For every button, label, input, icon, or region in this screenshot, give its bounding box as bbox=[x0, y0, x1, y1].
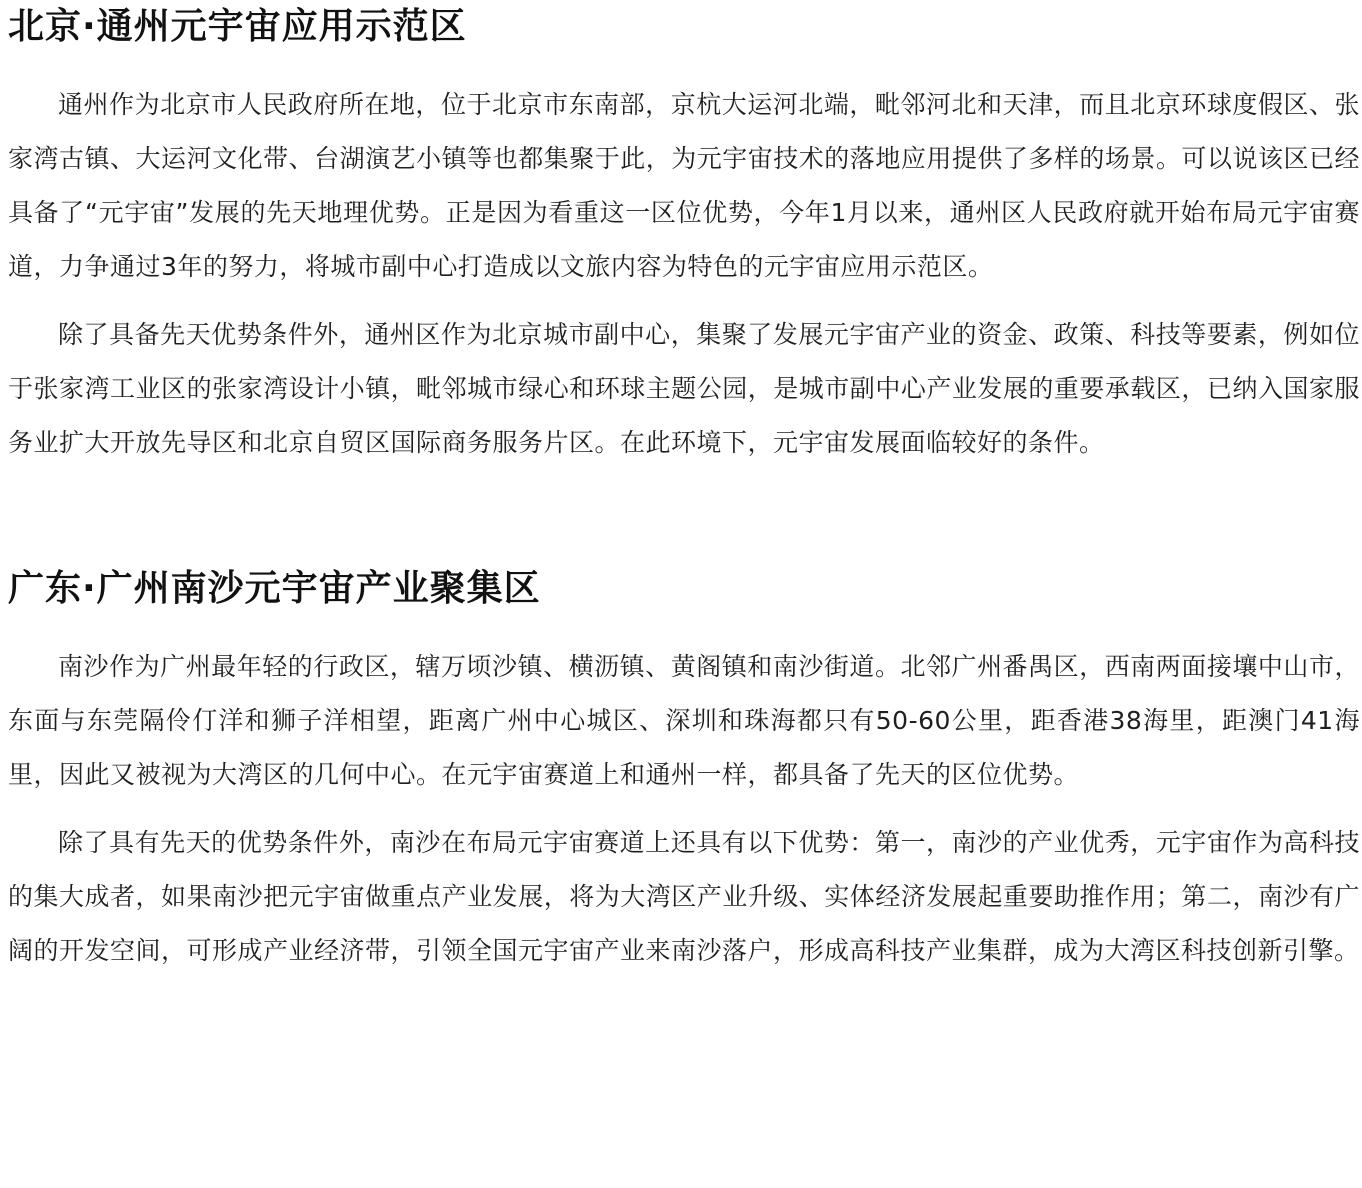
paragraph: 通州作为北京市人民政府所在地，位于北京市东南部，京杭大运河北端，毗邻河北和天津，而且北京环球度假区、张家湾古镇、大运河文化带、台湖演艺小镇等也都集聚于此，为元宇宙技术的落地应用提供了多样的场景。可以说该区已经具备了“元宇宙”发展的先天地理优势。正是因为看重这一区位优势，今年1月以来，通州区人民政府就开始布局元宇宙赛道，力争通过3年的努力，将城市副中心打造成以文旅内容为特色的元宇宙应用示范区。 bbox=[8, 90, 1360, 281]
paragraph: 除了具有先天的优势条件外，南沙在布局元宇宙赛道上还具有以下优势：第一，南沙的产业优秀，元宇宙作为高科技的集大成者，如果南沙把元宇宙做重点产业发展，将为大湾区产业升级、实体经济发展起重要助推作用；第二，南沙有广阔的开发空间，可形成产业经济带，引领全国元宇宙产业来南沙落户，形成高科技产业集群，成为大湾区科技创新引擎。 bbox=[8, 828, 1360, 965]
section-guangdong-nansha bbox=[8, 562, 1360, 978]
paragraph: 除了具备先天优势条件外，通州区作为北京城市副中心，集聚了发展元宇宙产业的资金、政策、科技等要素，例如位于张家湾工业区的张家湾设计小镇，毗邻城市绿心和环球主题公园，是城市副中心产业发展的重要承载区，已纳入国家服务业扩大开放先导区和北京自贸区国际商务服务片区。在此环境下，元宇宙发展面临较好的条件。 bbox=[8, 320, 1360, 457]
paragraph: 南沙作为广州最年轻的行政区，辖万顷沙镇、横沥镇、黄阁镇和南沙街道。北邻广州番禺区，西南两面接壤中山市，东面与东莞隔伶仃洋和狮子洋相望，距离广州中心城区、深圳和珠海都只有50-60公里，距香港38海里，距澳门41海里，因此又被视为大湾区的几何中心。在元宇宙赛道上和通州一样，都具备了先天的区位优势。 bbox=[8, 652, 1360, 789]
section-beijing-tongzhou bbox=[8, 0, 1360, 470]
section-title: 北京·通州元宇宙应用示范区 bbox=[8, 6, 467, 47]
section-title: 广东·广州南沙元宇宙产业聚集区 bbox=[8, 568, 541, 609]
